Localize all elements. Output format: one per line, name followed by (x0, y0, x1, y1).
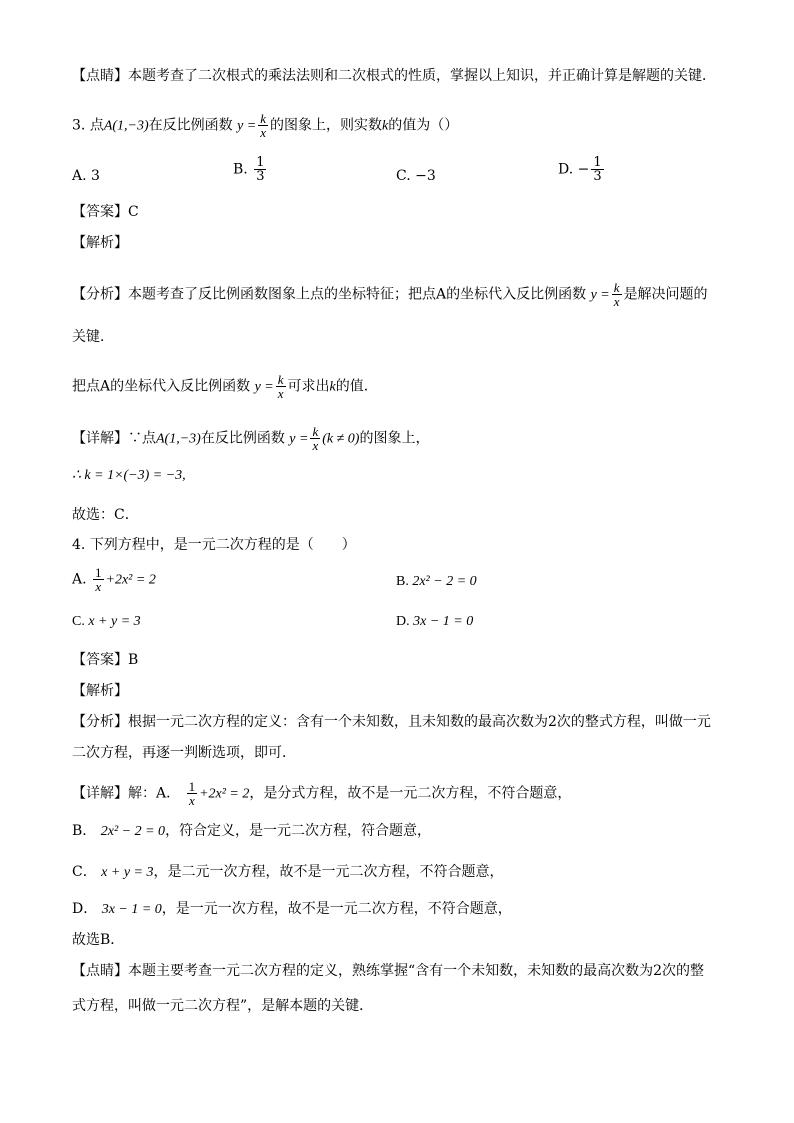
q4-xiangjie-a (72, 780, 734, 807)
point-a: A(1,−3) (156, 431, 201, 447)
line-label: B． (72, 823, 97, 839)
frac-num: 1 (188, 779, 196, 794)
q3-pre: 点 (89, 117, 104, 134)
option-label: C. (396, 168, 411, 184)
frac-den: 3 (256, 169, 265, 184)
q4-option-b (396, 572, 477, 592)
frac-num: k (312, 424, 319, 439)
fraction-k-over-x (310, 425, 320, 452)
q4-line-d (72, 899, 734, 920)
q4-line-b (72, 821, 734, 842)
choose-text: 故选B． (72, 932, 125, 948)
choose-text: 故选：C． (72, 507, 139, 523)
q4-fenxi-line2 (72, 743, 734, 763)
xiangjie-tag: 【详解】 (72, 430, 128, 447)
option-label: B. (233, 161, 248, 178)
question-4-stem (72, 535, 734, 555)
option-fraction (93, 566, 104, 593)
fenxi-line2: 二次方程，再逐一判断选项，即可． (72, 745, 296, 761)
dianjing-line1: 本题主要考查一元二次方程的定义，熟练掌握“含有一个未知数，未知数的最高次数为2次的整 (128, 963, 705, 979)
func-lhs: y = (237, 118, 257, 134)
option-fraction (187, 780, 198, 807)
q4-analysis-heading (72, 681, 734, 701)
analysis-tag: 【解析】 (72, 235, 128, 251)
xiangjie-tag: 【详解】 (72, 785, 128, 802)
option-fraction (591, 156, 603, 183)
fraction-k-over-x (276, 373, 286, 400)
frac-num: k (260, 111, 267, 126)
option-value: 3x − 1 = 0 (413, 614, 474, 629)
frac-den: x (277, 386, 284, 401)
frac-den: x (93, 579, 104, 593)
q4-fenxi (72, 712, 734, 732)
question-number: 3. (72, 117, 86, 134)
q3-option-c (396, 166, 436, 186)
q3-post1: 的图象上，则实数 (270, 117, 383, 134)
q3-answer (72, 202, 734, 222)
q4-choose (72, 930, 734, 950)
fenxi-tag: 【分析】 (72, 286, 128, 303)
answer-tag: 【答案】 (72, 652, 128, 668)
answer-value: C (128, 204, 139, 220)
frac-num: 1 (95, 565, 102, 580)
option-value: 3 (91, 168, 100, 184)
fraction-k-over-x (612, 281, 622, 308)
frac-num: k (277, 372, 284, 387)
var-k: k (382, 118, 389, 134)
dianjing-tag: 【点睛】 (72, 68, 128, 84)
question-text: 下列方程中，是一元二次方程的是（ ） (89, 537, 356, 553)
func-lhs: y = (254, 379, 274, 395)
option-value: −3 (415, 168, 436, 184)
q3-fenxi-line2 (72, 327, 734, 347)
equation: 3x − 1 = 0 (101, 902, 162, 917)
xiangjie-mid: 在反比例函数 (200, 430, 285, 447)
option-sign: − (577, 161, 590, 178)
line-a-post2: 的值． (335, 378, 378, 395)
q4-answer (72, 650, 734, 670)
equation: x + y = 3 (101, 865, 154, 880)
q3-option-a (72, 166, 100, 186)
q3-choose (72, 505, 734, 525)
fenxi-line2: 关键． (72, 329, 114, 345)
line-label: D． (72, 901, 98, 917)
equation: 2x² − 2 = 0 (100, 824, 166, 839)
xiangjie-a-post: ，是分式方程，故不是一元二次方程，不符合题意， (249, 785, 572, 802)
frac-den: x (187, 793, 198, 807)
option-label: D. (396, 614, 410, 629)
frac-den: x (260, 125, 267, 140)
q3-calculation (72, 466, 734, 486)
option-label: A. (72, 571, 87, 588)
q4-option-a (72, 566, 156, 593)
k-condition: (k ≠ 0) (322, 431, 360, 447)
answer-value: B (128, 652, 139, 668)
dianjing-line2: 式方程，叫做一元二次方程”，是解本题的关键． (72, 998, 374, 1014)
analysis-tag: 【解析】 (72, 683, 128, 699)
q4-dianjing-line2 (72, 996, 734, 1016)
frac-num: k (613, 280, 620, 295)
q3-analysis-heading (72, 233, 734, 253)
q3-mid: 在反比例函数 (148, 117, 233, 134)
dianjing-tag: 【点睛】 (72, 963, 128, 979)
xiangjie-pre: 解：A． (128, 785, 181, 802)
option-label: C. (72, 614, 85, 629)
option-value: +2x² = 2 (105, 572, 156, 588)
xiangjie-post: 的图象上， (359, 430, 430, 447)
line-a-pre: 把点A的坐标代入反比例函数 (72, 378, 251, 395)
func-lhs: y = (289, 431, 309, 447)
question-number: 4. (72, 537, 86, 553)
q4-dianjing (72, 961, 734, 981)
frac-num: 1 (593, 155, 602, 170)
answer-tag: 【答案】 (72, 204, 128, 220)
fenxi-text: 本题考查了反比例函数图象上点的坐标特征；把点A的坐标代入反比例函数 (128, 286, 587, 303)
line-a-post1: 可求出 (287, 378, 330, 395)
line-label: C． (72, 864, 97, 880)
q4-option-c (72, 612, 141, 632)
option-label: B. (396, 574, 409, 589)
option-value: x + y = 3 (88, 614, 141, 629)
dianjing-text: 本题考查了二次根式的乘法法则和二次根式的性质，掌握以上知识，并正确计算是解题的关键． (128, 68, 716, 84)
fenxi-post: 是解决问题的 (623, 286, 708, 303)
fenxi-tag: 【分析】 (72, 714, 128, 730)
fraction-k-over-x (258, 112, 268, 139)
fenxi-line1: 根据一元二次方程的定义：含有一个未知数，且未知数的最高次数为2次的整式方程，叫做一元 (128, 714, 711, 730)
q3-option-b (233, 156, 268, 183)
line-post: ，是二元一次方程，故不是一元二次方程，不符合题意， (153, 864, 504, 880)
xiangjie-pre: ∵点 (128, 430, 156, 447)
option-label: A. (72, 168, 87, 184)
var-k: k (329, 379, 336, 395)
option-label: D. (558, 161, 574, 178)
point-a: A(1,−3) (103, 118, 149, 134)
frac-den: x (312, 438, 319, 453)
func-lhs: y = (590, 287, 610, 303)
q4-line-c (72, 862, 734, 883)
q4-option-d (396, 612, 473, 632)
q3-xiangjie (72, 425, 734, 452)
q3-fenxi (72, 281, 734, 308)
q3-option-d (558, 156, 606, 183)
calc-text: ∴ k = 1×(−3) = −3, (72, 468, 186, 483)
q3-post2: 的值为（） (388, 117, 459, 134)
frac-den: 3 (593, 169, 602, 184)
line-post: ，是一元一次方程，故不是一元二次方程，不符合题意， (161, 901, 512, 917)
frac-den: x (613, 294, 620, 309)
question-3-stem (72, 112, 734, 139)
frac-num: 1 (256, 155, 265, 170)
dianjing-paragraph (72, 66, 734, 86)
option-value: 2x² − 2 = 0 (412, 574, 477, 589)
equation: +2x² = 2 (199, 786, 250, 802)
q3-substitute-line (72, 373, 734, 400)
line-post: ，符合定义，是一元二次方程，符合题意， (165, 823, 432, 839)
option-fraction (254, 156, 266, 183)
